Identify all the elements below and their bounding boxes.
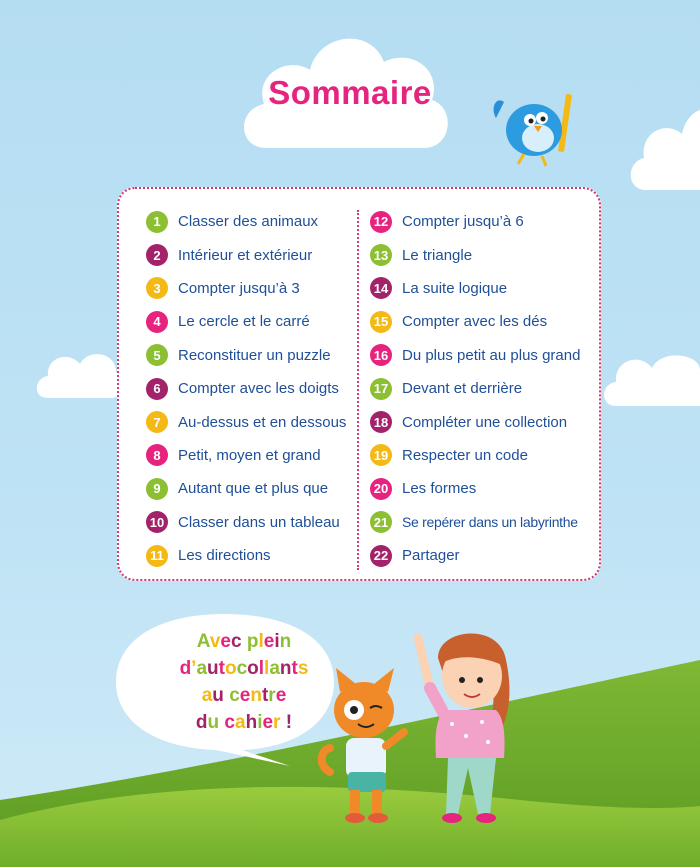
toc-item [146, 372, 346, 405]
toc-item-label: Du plus petit au plus grand [402, 346, 581, 364]
toc-number-badge: 18 [370, 411, 392, 433]
toc-item [370, 439, 580, 472]
toc-item-label: La suite logique [402, 279, 508, 297]
toc-item [146, 238, 346, 271]
bubble-line: Avec plein [196, 631, 292, 652]
toc-item [146, 205, 346, 238]
toc-item-label: Le triangle [402, 246, 473, 264]
toc-item-label: Intérieur et extérieur [178, 246, 313, 264]
toc-item-label: Compléter une collection [402, 413, 568, 431]
toc-item-label: Le cercle et le carré [178, 313, 310, 331]
toc-column-left [146, 205, 346, 572]
toc-number-badge: 14 [370, 277, 392, 299]
toc-item-label: Les directions [178, 547, 271, 565]
toc-column-right [370, 205, 580, 572]
toc-item-label: Se repérer dans un labyrinthe [402, 514, 578, 531]
toc-item-label: Petit, moyen et grand [178, 446, 321, 464]
toc-item [370, 405, 580, 438]
bubble-line: d’autocollants [179, 658, 309, 679]
cloud-mid-right [600, 340, 700, 410]
toc-item-label: Compter avec les doigts [178, 380, 339, 398]
toc-item-label: Respecter un code [402, 446, 528, 464]
toc-item [146, 305, 346, 338]
toc-item-label: Classer dans un tableau [178, 513, 340, 531]
toc-number-badge: 10 [146, 511, 168, 533]
toc-number-badge: 20 [370, 478, 392, 500]
bubble-line: au centre [201, 685, 287, 706]
toc-item [146, 539, 346, 572]
toc-item [370, 506, 580, 539]
toc-item-label: Classer des animaux [178, 213, 319, 231]
toc-item-label: Compter jusqu’à 3 [178, 279, 300, 297]
toc-number-badge: 5 [146, 344, 168, 366]
toc-number-badge: 2 [146, 244, 168, 266]
toc-item [370, 372, 580, 405]
cloud-left [34, 342, 124, 402]
toc-number-badge: 21 [370, 511, 392, 533]
toc-item [146, 272, 346, 305]
toc-item [370, 539, 580, 572]
toc-number-badge: 8 [146, 444, 168, 466]
toc-item [146, 506, 346, 539]
cat-icon [316, 660, 420, 828]
toc-number-badge: 22 [370, 545, 392, 567]
toc-number-badge: 6 [146, 378, 168, 400]
toc-item [370, 272, 580, 305]
girl-icon [408, 618, 528, 824]
toc-number-badge: 4 [146, 311, 168, 333]
bird-with-pencil-icon [490, 88, 580, 172]
toc-item-label: Reconstituer un puzzle [178, 346, 331, 364]
toc-item [370, 238, 580, 271]
toc-item-label: Compter jusqu’à 6 [402, 213, 524, 231]
toc-number-badge: 1 [146, 211, 168, 233]
page-title: Sommaire [268, 74, 432, 111]
speech-bubble-text [146, 628, 342, 736]
toc-number-badge: 17 [370, 378, 392, 400]
toc-number-badge: 12 [370, 211, 392, 233]
toc-number-badge: 11 [146, 545, 168, 567]
toc-item [370, 305, 580, 338]
toc-item [370, 205, 580, 238]
bubble-line: du cahier ! [195, 712, 293, 733]
toc-number-badge: 7 [146, 411, 168, 433]
cloud-right [626, 100, 700, 196]
toc-item-label: Devant et derrière [402, 380, 523, 398]
toc-item [146, 405, 346, 438]
toc-item-label: Partager [402, 547, 460, 565]
toc-item-label: Au-dessus et en dessous [178, 413, 347, 431]
toc-item-label: Les formes [402, 480, 477, 498]
toc-number-badge: 9 [146, 478, 168, 500]
toc-item [370, 472, 580, 505]
toc-number-badge: 3 [146, 277, 168, 299]
toc-item-label: Autant que et plus que [178, 480, 329, 498]
toc-number-badge: 16 [370, 344, 392, 366]
toc-item [370, 339, 580, 372]
toc-divider [357, 210, 359, 570]
toc-item-label: Compter avec les dés [402, 313, 548, 331]
toc-item [146, 472, 346, 505]
toc-number-badge: 13 [370, 244, 392, 266]
toc-number-badge: 19 [370, 444, 392, 466]
toc-item [146, 439, 346, 472]
toc-number-badge: 15 [370, 311, 392, 333]
toc-item [146, 339, 346, 372]
